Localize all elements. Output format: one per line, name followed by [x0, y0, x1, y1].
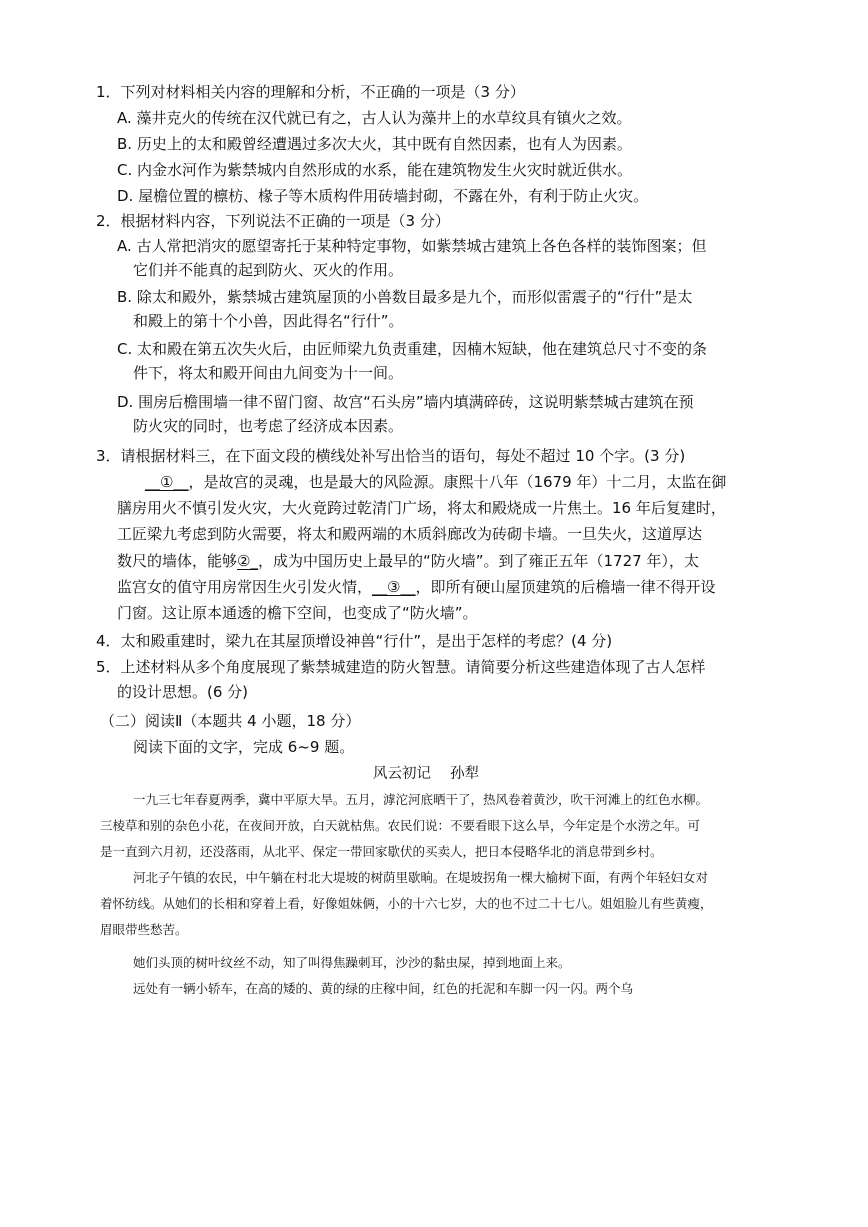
q2-option-d-line2: 防火灾的同时，也考虑了经济成本因素。: [133, 417, 404, 435]
q5-stem-line1: 5．上述材料从多个角度展现了紫禁城建造的防火智慧。请简要分析这些建造体现了古人怎样: [96, 658, 706, 676]
q2-option-c-line2: 件下，将太和殿开间由九间变为十一间。: [133, 364, 404, 382]
q2-option-c-line1: C. 太和殿在第五次失火后，由匠师梁九负责重建，因楠木短缺，他在建筑总尺寸不变的条: [117, 340, 708, 358]
q1-stem: 1．下列对材料相关内容的理解和分析，不正确的一项是（3 分）: [96, 83, 525, 101]
passage-line-6: 眉眼带些愁苦。: [100, 922, 188, 937]
q1-option-c: C. 内金水河作为紫禁城内自然形成的水系，能在建筑物发生火灾时就近供水。: [117, 161, 633, 179]
q2-option-b-line1: B. 除太和殿外，紫禁城古建筑屋顶的小兽数目最多是九个，而形似雷震子的“行什”是太: [117, 288, 693, 306]
q2-option-b-line2: 和殿上的第十个小兽，因此得名“行什”。: [133, 312, 404, 330]
q5-stem-line2: 的设计思想。(6 分): [117, 683, 249, 701]
q1-option-d: D. 屋檐位置的檩枋、椽子等木质构件用砖墙封砌，不露在外，有利于防止火灾。: [117, 187, 649, 205]
q3-paragraph-line4: 数尺的墙体，能够②_，成为中国历史上最早的“防火墙”。到了雍正五年（1727 年），太: [117, 552, 699, 570]
q3-blank-2[interactable]: ②_: [237, 552, 258, 570]
q4-stem: 4．太和殿重建时，梁九在其屋顶增设神兽“行什”，是出于怎样的考虑？(4 分): [96, 632, 613, 650]
q1-option-a: A. 藻井克火的传统在汉代就已有之，古人认为藻井上的水草纹具有镇火之效。: [117, 109, 632, 127]
section-instruction: 阅读下面的文字，完成 6~9 题。: [133, 738, 355, 756]
passage-line-3: 是一直到六月初，还没落雨，从北平、保定一带回家歇伏的买卖人，把日本侵略华北的消息带到乡村。: [100, 844, 663, 859]
q2-option-d-line1: D. 围房后檐围墙一律不留门窗、故宫“石头房”墙内填满碎砖，这说明紫禁城古建筑在预: [117, 393, 694, 411]
q3-paragraph-line2: 膳房用火不慎引发火灾，大火竟跨过乾清门广场，将太和殿烧成一片焦土。16 年后复建时，: [117, 499, 726, 517]
passage-line-7: 她们头顶的树叶纹丝不动，知了叫得焦躁刺耳，沙沙的黏虫屎，掉到地面上来。: [133, 955, 571, 970]
section-heading: （二）阅读Ⅱ（本题共 4 小题，18 分）: [100, 712, 361, 730]
q3-paragraph-line1: __①__，是故宫的灵魂，也是最大的风险源。康熙十八年（1679 年）十二月，太监在御: [145, 473, 727, 491]
q3-stem: 3．请根据材料三，在下面文段的横线处补写出恰当的语句，每处不超过 10 个字。(3 分): [96, 447, 686, 465]
passage-title: 风云初记 孙犁: [373, 766, 480, 782]
q3-paragraph-line6: 门窗。这让原本通透的檐下空间，也变成了“防火墙”。: [117, 604, 478, 622]
passage-line-1: 一九三七年春夏两季，冀中平原大旱。五月，滹沱河底晒干了，热风卷着黄沙，吹干河滩上的红色水柳。: [133, 792, 709, 807]
q2-stem: 2．根据材料内容，下列说法不正确的一项是（3 分）: [96, 212, 450, 230]
q3-paragraph-line3: 工匠梁九考虑到防火需要，将太和殿两端的木质斜廊改为砖砌卡墙。一旦失火，这道厚达: [117, 525, 703, 543]
q1-option-b: B. 历史上的太和殿曾经遭遇过多次大火，其中既有自然因素，也有人为因素。: [117, 135, 632, 153]
passage-line-5: 着怀纺线。从她们的长相和穿着上看，好像姐妹俩，小的十六七岁，大的也不过二十七八。姐姐脸儿有些黄瘦，: [100, 896, 713, 911]
q3-blank-3[interactable]: __③__: [372, 578, 416, 596]
passage-line-2: 三棱草和别的杂色小花，在夜间开放，白天就枯焦。农民们说：不要看眼下这么旱，今年定是个水涝之年。可: [100, 818, 701, 833]
q2-option-a-line1: A. 古人常把消灾的愿望寄托于某种特定事物，如紫禁城古建筑上各色各样的装饰图案；但: [117, 237, 707, 255]
passage-line-8: 远处有一辆小轿车，在高的矮的、黄的绿的庄稼中间，红色的托泥和车脚一闪一闪。两个乌: [133, 981, 634, 996]
passage-line-4: 河北子午镇的农民，中午躺在村北大堤坡的树荫里歇晌。在堤坡拐角一棵大榆树下面，有两个年轻妇女对: [133, 870, 709, 885]
q3-blank-1[interactable]: __①__: [145, 473, 189, 491]
q3-paragraph-line5: 监宫女的值守用房常因生火引发火情，__③__，即所有硬山屋顶建筑的后檐墙一律不得开设: [117, 578, 716, 596]
q2-option-a-line2: 它们并不能真的起到防火、灭火的作用。: [133, 261, 404, 279]
